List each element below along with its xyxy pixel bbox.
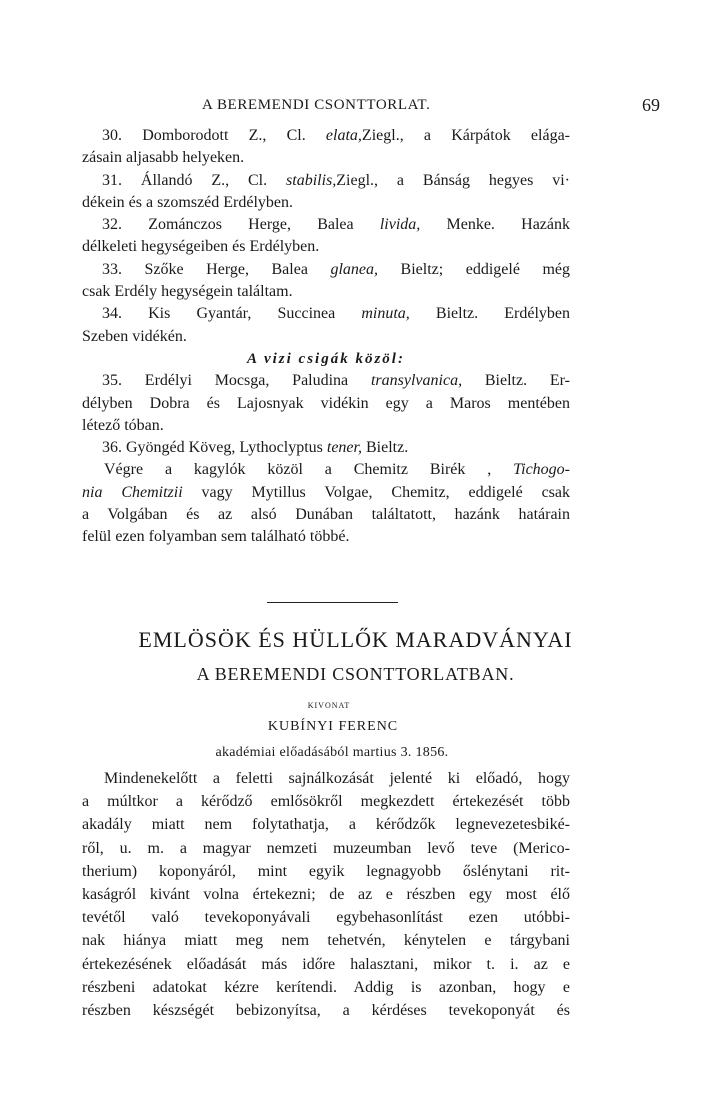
- date-line: akadémiai előadásából martius 3. 1856.: [215, 745, 449, 760]
- section-subheading: A vizi csigák közöl:: [247, 350, 405, 367]
- list-item: 34. Kis Gyantár, Succinea minuta, Bieltz. Erdélyben: [102, 305, 570, 323]
- species-list: [82, 125, 570, 549]
- paragraph-line: a múltkor a kérődző emlősökről megkezdett értekezését több: [82, 793, 570, 811]
- author-name: KUBÍNYI FERENC: [267, 719, 399, 734]
- page-header: [190, 95, 660, 121]
- list-item-continuation: zásain aljasabb helyeken.: [82, 149, 245, 167]
- paragraph-line: ről, u. m. a magyar nemzeti muzeumban levő teve (Merico-: [82, 839, 570, 857]
- paragraph-line: tevétől való tevekoponyávali egybehasonlítást ezen utóbbi-: [82, 909, 570, 927]
- list-item-continuation: csak Erdély hegységein találtam.: [82, 283, 293, 301]
- paragraph-line: részbeni adatokat kézre kerítendi. Addig is azonban, hogy e: [82, 978, 570, 996]
- paragraph-line: részben készségét bebizonyítsa, a kérdéses tevekoponyát és: [82, 1002, 570, 1020]
- section-divider: [267, 602, 398, 603]
- list-item-continuation: létező tóban.: [82, 416, 164, 434]
- kivonat-label: KIVONAT: [307, 701, 351, 710]
- paragraph-line: nia Chemitzii vagy Mytillus Volgae, Chemitz, eddigelé csak: [82, 483, 570, 501]
- paragraph-line: kaságról kivánt volna értekezni; de az e részben egy most élő: [82, 886, 570, 904]
- paragraph-line: Mindenekelőtt a feletti sajnálkozását jelenté ki előadó, hogy: [104, 770, 570, 787]
- paragraph-line: a Volgában és az alsó Dunában találtatott, hazánk határain: [82, 506, 570, 524]
- article-subtitle: A BEREMENDI CSONTTORLATBAN.: [196, 664, 515, 684]
- paragraph-line: felül ezen folyamban sem található többé.: [82, 528, 350, 546]
- list-item: 30. Domborodott Z., Cl. elata,Ziegl., a Kárpátok elága-: [102, 127, 571, 144]
- article-title: EMLÖSÖK ÉS HÜLLŐK MARADVÁNYAI: [138, 627, 573, 652]
- article-body: [82, 767, 570, 1022]
- page-number: 69: [642, 95, 660, 115]
- list-item-continuation: Szeben vidékén.: [82, 327, 187, 345]
- running-title: A BEREMENDI CSONTTORLAT.: [202, 97, 431, 113]
- paragraph-line: akadály miatt nem folytathatja, a kérődzők legnevezetesbiké-: [82, 816, 570, 834]
- list-item-continuation: dékein és a szomszéd Erdélyben.: [82, 193, 294, 211]
- list-item-continuation: délyben Dobra és Lajosnyak vidékin egy a Maros mentében: [82, 394, 570, 412]
- paragraph-line: értekezésének előadását más időre halasztani, mikor t. i. az e: [82, 955, 570, 973]
- paragraph-line: nak hiánya miatt meg nem tehetvén, kénytelen e tárgybani: [82, 932, 570, 950]
- list-item: 31. Állandó Z., Cl. stabilis,Ziegl., a Bánság hegyes vi·: [102, 171, 570, 189]
- paragraph-line: Végre a kagylók közöl a Chemitz Birék , Tichogo-: [104, 461, 570, 479]
- list-item: 33. Szőke Herge, Balea glanea, Bieltz; eddigelé még: [102, 260, 570, 278]
- list-item-continuation: délkeleti hegységeiben és Erdélyben.: [82, 238, 320, 256]
- paragraph-line: therium) koponyáról, mint egyik legnagyobb őslénytani rit-: [82, 862, 570, 880]
- list-item: 35. Erdélyi Mocsga, Paludina transylvanica, Bieltz. Er-: [102, 372, 570, 390]
- list-item: 32. Zománczos Herge, Balea livida, Menke. Hazánk: [102, 216, 571, 234]
- list-item: 36. Gyöngéd Köveg, Lythoclyptus tener, Bieltz.: [102, 439, 409, 457]
